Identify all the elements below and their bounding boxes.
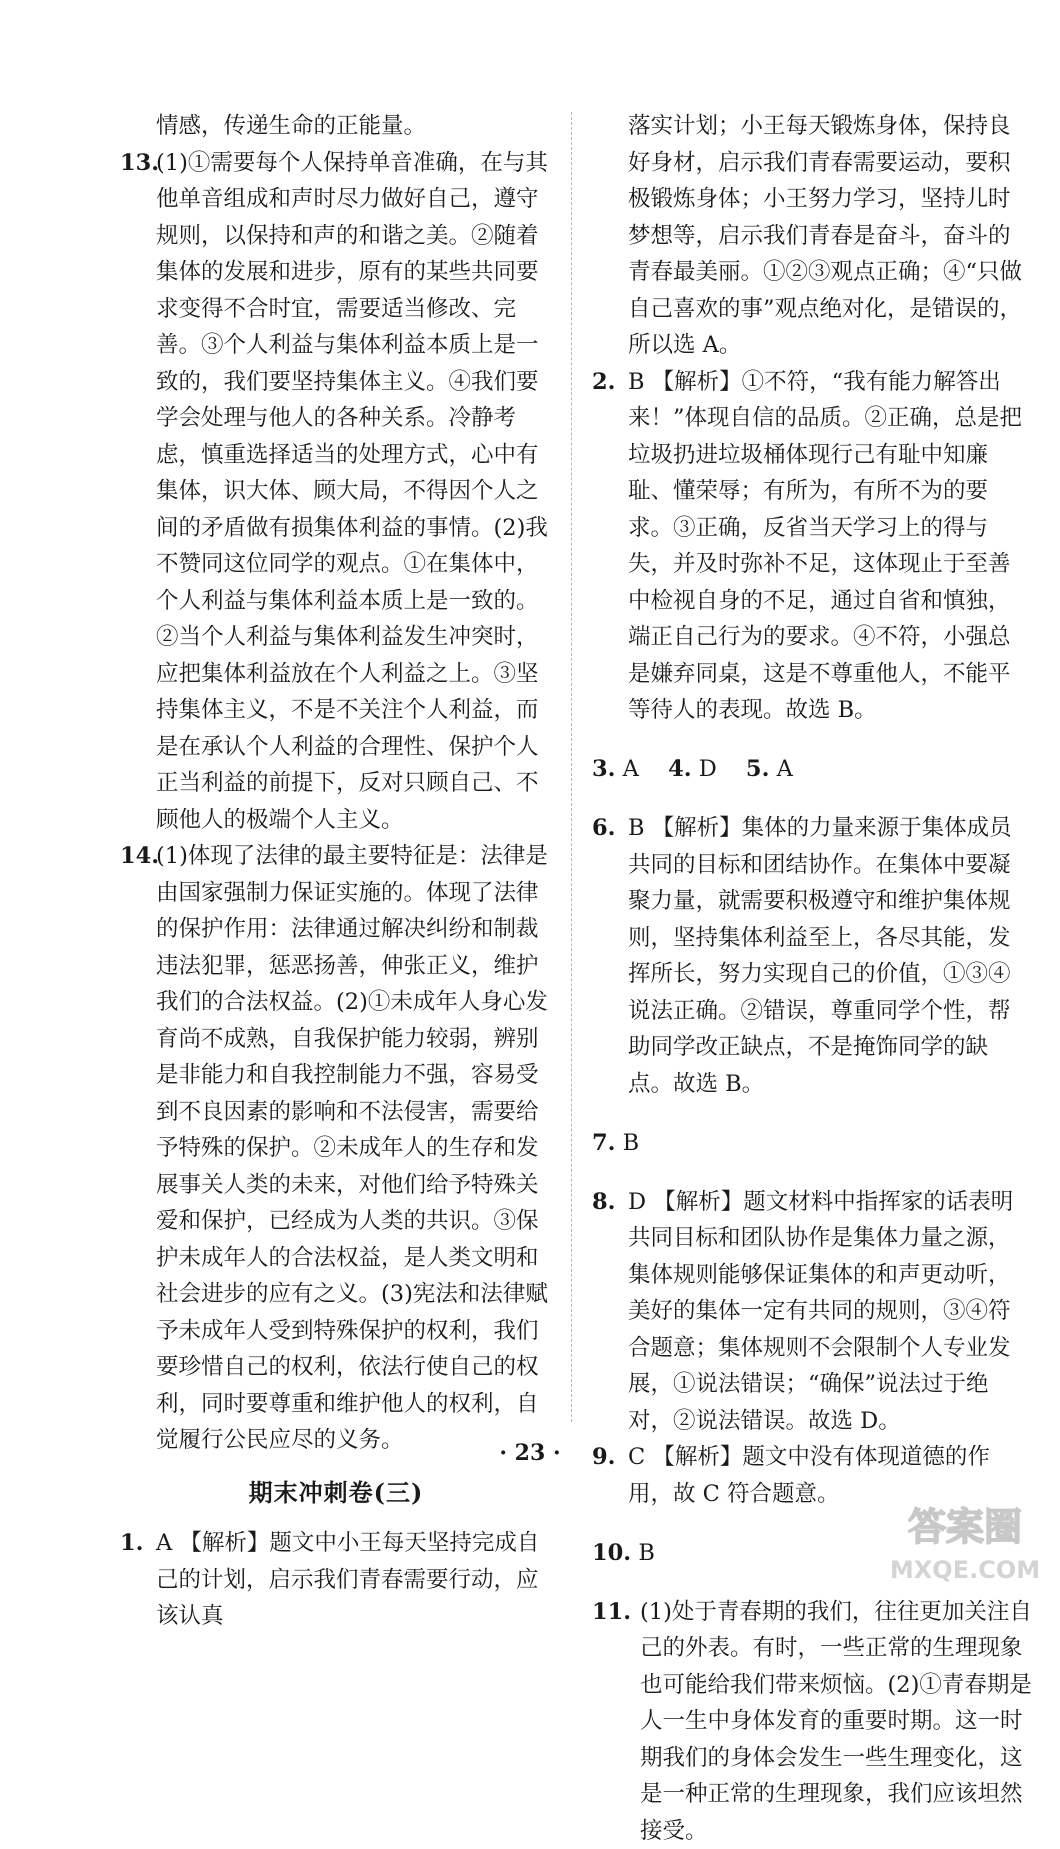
answer-text: A 【解析】题文中小王每天坚持完成自己的计划，启示我们青春需要行动，应该认真	[156, 1530, 539, 1629]
answer-text: B	[638, 1540, 655, 1566]
answer-number: 9.	[592, 1439, 616, 1476]
answer-11	[592, 1594, 1032, 1849]
answer-7	[592, 1125, 1032, 1162]
watermark-bottom-text: MXQE.COM	[890, 1556, 1040, 1584]
column-divider	[571, 112, 572, 1422]
answer-6	[592, 810, 1032, 1102]
answer-text: D	[699, 756, 717, 782]
watermark-logo	[890, 1498, 1040, 1588]
answer-number: 11.	[592, 1594, 631, 1631]
answer-text: A	[623, 756, 639, 782]
answer-number: 3.	[592, 756, 616, 782]
answer-text: B 【解析】集体的力量来源于集体成员共同的目标和团结协作。在集体中要凝聚力量，就需要积极遵守和维护集体规则，坚持集体利益至上，各尽其能，发挥所长，努力实现自己的价值，①③④说法正确。②错误，尊重同学个性，帮助同学改正缺点，不是掩饰同学的缺点。故选 B。	[628, 815, 1012, 1097]
watermark-top-text: 答案圈	[908, 1505, 1022, 1549]
answer-8	[592, 1184, 1032, 1440]
answer-text: (1)体现了法律的最主要特征是：法律是由国家强制力保证实施的。体现了法律的保护作用：法律通过解决纠纷和制裁违法犯罪，惩恶扬善，伸张正义，维护我们的合法权益。(2)①未成年人身心发育尚不成熟，自我保护能力较弱，辨别是非能力和自我控制能力不强，容易受到不良因素的影响和不法侵害，需要给予特殊的保护。②未成年人的生存和发展事关人类的未来，对他们给予特殊关爱和保护，已经成为人类的共识。③保护未成年人的合法权益，是人类文明和社会进步的应有之义。(3)宪法和法律赋予未成年人受到特殊保护的权利，我们要珍惜自己的权利，依法行使自己的权利，同时要尊重和维护他人的权利，自觉履行公民应尽的义务。	[156, 843, 548, 1453]
answer-text: C 【解析】题文中没有体现道德的作用，故 C 符合题意。	[628, 1444, 990, 1507]
answer-text: (1)处于青春期的我们，往往更加关注自己的外表。有时，一些正常的生理现象也可能给我们带来烦恼。(2)①青春期是人一生中身体发育的重要时期。这一时期我们的身体会发生一些生理变化，这是一种正常的生理现象，我们应该坦然接受。	[640, 1599, 1032, 1844]
answer-number: 8.	[592, 1184, 616, 1221]
answer-text: D 【解析】题文材料中指挥家的话表明共同目标和团队协作是集体力量之源，集体规则能够保证集体的和声更动听，美好的集体一定有共同的规则，③④符合题意；集体规则不会限制个人专业发展，①说法错误；“确保”说法过于绝对，②说法错误。故选 D。	[628, 1189, 1013, 1434]
answer-text: A	[777, 756, 793, 782]
answer-number: 14.	[120, 838, 159, 875]
answer-number: 4.	[668, 756, 692, 782]
left-column	[120, 108, 552, 1635]
answer-1	[120, 1525, 552, 1635]
answer-2	[592, 364, 1032, 729]
answer-text: B	[623, 1130, 640, 1156]
answer-14	[120, 838, 552, 1459]
page-number: · 23 ·	[0, 1440, 1060, 1466]
answer-number: 5.	[746, 756, 770, 782]
answer-number: 1.	[120, 1525, 144, 1562]
answers-3-5	[592, 751, 1032, 788]
section-title: 期末冲刺卷(三)	[120, 1475, 552, 1512]
answer-number: 7.	[592, 1130, 616, 1156]
continuation-paragraph: 情感，传递生命的正能量。	[120, 108, 552, 145]
answer-text: B 【解析】①不符，“我有能力解答出来！”体现自信的品质。②正确，总是把垃圾扔进垃圾桶体现行己有耻中知廉耻、懂荣辱；有所为，有所不为的要求。③正确，反省当天学习上的得与失，并及时弥补不足，这体现止于至善中检视自身的不足，通过自省和慎独，端正自己行为的要求。④不符，小强总是嫌弃同桌，这是不尊重他人，不能平等待人的表现。故选 B。	[628, 369, 1022, 724]
answer-13	[120, 145, 552, 839]
answer-text: (1)①需要每个人保持单音准确，在与其他单音组成和声时尽力做好自己，遵守规则，以保持和声的和谐之美。②随着集体的发展和进步，原有的某些共同要求变得不合时宜，需要适当修改、完善。③个人利益与集体利益本质上是一致的，我们要坚持集体主义。④我们要学会处理与他人的各种关系。冷静考虑，慎重选择适当的处理方式，心中有集体，识大体、顾大局，不得因个人之间的矛盾做有损集体利益的事情。(2)我不赞同这位同学的观点。①在集体中，个人利益与集体利益本质上是一致的。②当个人利益与集体利益发生冲突时，应把集体利益放在个人利益之上。③坚持集体主义，不是不关注个人利益，而是在承认个人利益的合理性、保护个人正当利益的前提下，反对只顾自己、不顾他人的极端个人主义。	[156, 150, 548, 833]
answer-number: 6.	[592, 810, 616, 847]
answer-number: 10.	[592, 1540, 631, 1566]
answer-number: 2.	[592, 364, 616, 401]
answer-1-continued: 落实计划；小王每天锻炼身体，保持良好身材，启示我们青春需要运动，要积极锻炼身体；小王努力学习，坚持儿时梦想等，启示我们青春是奋斗，奋斗的青春最美丽。①②③观点正确；④“只做自己喜欢的事”观点绝对化，是错误的，所以选 A。	[592, 108, 1032, 364]
answer-number: 13.	[120, 145, 159, 182]
